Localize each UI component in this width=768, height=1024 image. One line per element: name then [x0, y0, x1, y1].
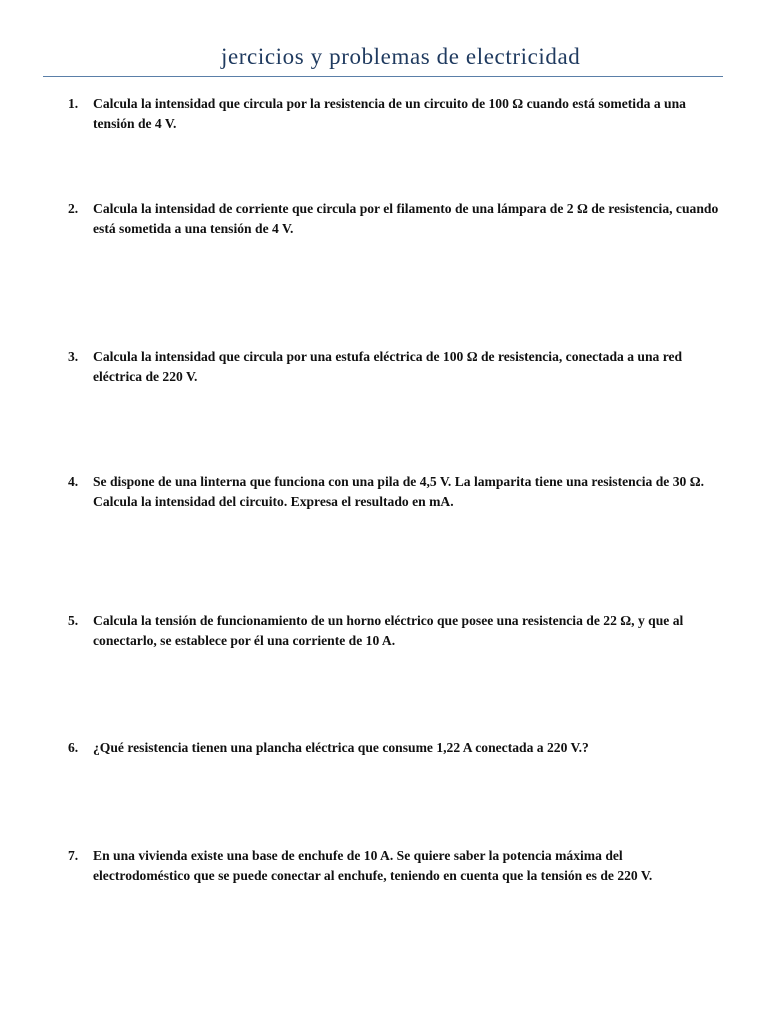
exercise-number: 7. — [68, 848, 79, 863]
exercise-text: Se dispone de una linterna que funciona con una pila de 4,5 V. La lamparita tiene una resistencia de 30 Ω. Calcula la intensidad del circuito. Expresa el resultado en mA. — [93, 474, 704, 509]
exercise-text: En una vivienda existe una base de enchufe de 10 A. Se quiere saber la potencia máxima del electrodoméstico que se puede conectar al enchufe, teniendo en cuenta que la tensión es de 220 V. — [93, 848, 653, 883]
exercise-item — [68, 94, 723, 134]
exercise-number: 1. — [68, 96, 79, 111]
exercise-text: Calcula la tensión de funcionamiento de un horno eléctrico que posee una resistencia de 22 Ω, y que al conectarlo, se establece por él una corriente de 10 A. — [93, 613, 684, 648]
exercise-text: Calcula la intensidad que circula por la resistencia de un circuito de 100 Ω cuando está sometida a una tensión de 4 V. — [93, 96, 686, 131]
title-divider — [43, 76, 723, 77]
exercise-item — [68, 199, 723, 239]
exercise-number: 6. — [68, 740, 79, 755]
exercise-number: 5. — [68, 613, 79, 628]
page-title: jercicios y problemas de electricidad — [221, 44, 581, 69]
exercise-item — [68, 347, 723, 387]
exercise-item — [68, 472, 723, 512]
exercise-item — [68, 738, 723, 758]
exercise-text: Calcula la intensidad que circula por una estufa eléctrica de 100 Ω de resistencia, conectada a una red eléctrica de 220 V. — [93, 349, 683, 384]
exercise-text: Calcula la intensidad de corriente que circula por el filamento de una lámpara de 2 Ω de resistencia, cuando está sometida a una tensión de 4 V. — [93, 201, 719, 236]
exercise-text: ¿Qué resistencia tienen una plancha eléctrica que consume 1,22 A conectada a 220 V.? — [93, 740, 589, 755]
exercise-number: 4. — [68, 474, 79, 489]
exercise-item — [68, 846, 723, 886]
exercise-number: 3. — [68, 349, 79, 364]
exercise-number: 2. — [68, 201, 79, 216]
exercise-item — [68, 611, 723, 651]
